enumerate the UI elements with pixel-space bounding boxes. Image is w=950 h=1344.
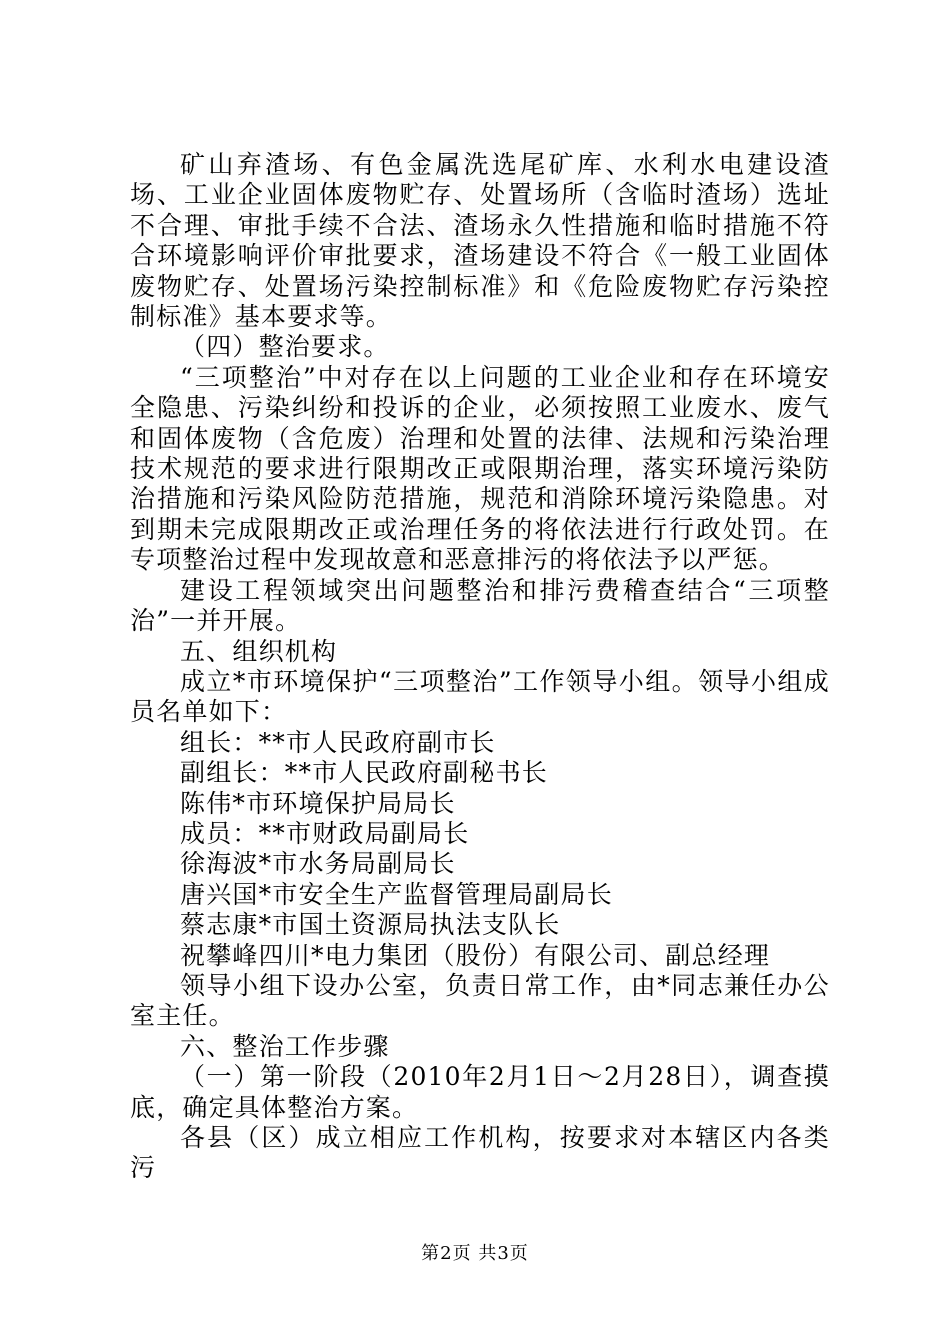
document-body: [130, 150, 830, 1184]
paragraph-leading-group: 成立*市环境保护“三项整治”工作领导小组。领导小组成员名单如下：: [130, 666, 830, 727]
member-line-xu-haibo: 徐海波*市水务局副局长: [180, 849, 456, 879]
member-line-group-leader: 组长：**市人民政府副市长: [180, 727, 496, 757]
member-line-chen-wei: 陈伟*市环境保护局局长: [180, 788, 456, 818]
section-heading-work-steps: 六、整治工作步骤: [180, 1031, 390, 1061]
paragraph-rectification-details: “三项整治”中对存在以上问题的工业企业和存在环境安全隐患、污染纠纷和投诉的企业，必须按照工业废水、废气和固体废物（含危废）治理和处置的法律、法规和污染治理技术规范的要求进行限期改正或限期治理，落实环境污染防治措施和污染风险防范措施，规范和消除环境污染隐患。对到期未完成限期改正或治理任务的将依法进行行政处罚。在专项整治过程中发现故意和恶意排污的将依法予以严惩。: [130, 362, 830, 575]
paragraph-office-setup: 领导小组下设办公室，负责日常工作，由*同志兼任办公室主任。: [130, 970, 830, 1031]
member-line-tang-xingguo: 唐兴国*市安全生产监督管理局副局长: [180, 879, 613, 909]
section-heading-organization: 五、组织机构: [180, 636, 338, 666]
paragraph-phase-one: （一）第一阶段（2010年2月1日～2月28日），调查摸底，确定具体整治方案。: [130, 1062, 830, 1122]
page-number-footer: 第2页 共3页: [421, 1243, 529, 1264]
member-line-members: 成员：**市财政局副局长: [180, 818, 470, 848]
member-line-zhu-panfeng: 祝攀峰四川*电力集团（股份）有限公司、副总经理: [180, 940, 771, 970]
paragraph-slag-site-issues: 矿山弃渣场、有色金属洗选尾矿库、水利水电建设渣场、工业企业固体废物贮存、处置场所（含临时渣场）选址不合理、审批手续不合法、渣场永久性措施和临时措施不符合环境影响评价审批要求，渣场建设不符合《一般工业固体废物贮存、处置场污染控制标准》和《危险废物贮存污染控制标准》基本要求等。: [130, 150, 830, 332]
section-heading-rectification-requirements: （四）整治要求。: [180, 332, 390, 362]
member-line-cai-zhikang: 蔡志康*市国土资源局执法支队长: [180, 910, 561, 940]
member-line-deputy-leader: 副组长：**市人民政府副秘书长: [180, 758, 549, 788]
paragraph-construction-field: 建设工程领域突出问题整治和排污费稽查结合“三项整治”一并开展。: [130, 575, 830, 636]
paragraph-county-agencies: 各县（区）成立相应工作机构，按要求对本辖区内各类污: [130, 1123, 830, 1183]
